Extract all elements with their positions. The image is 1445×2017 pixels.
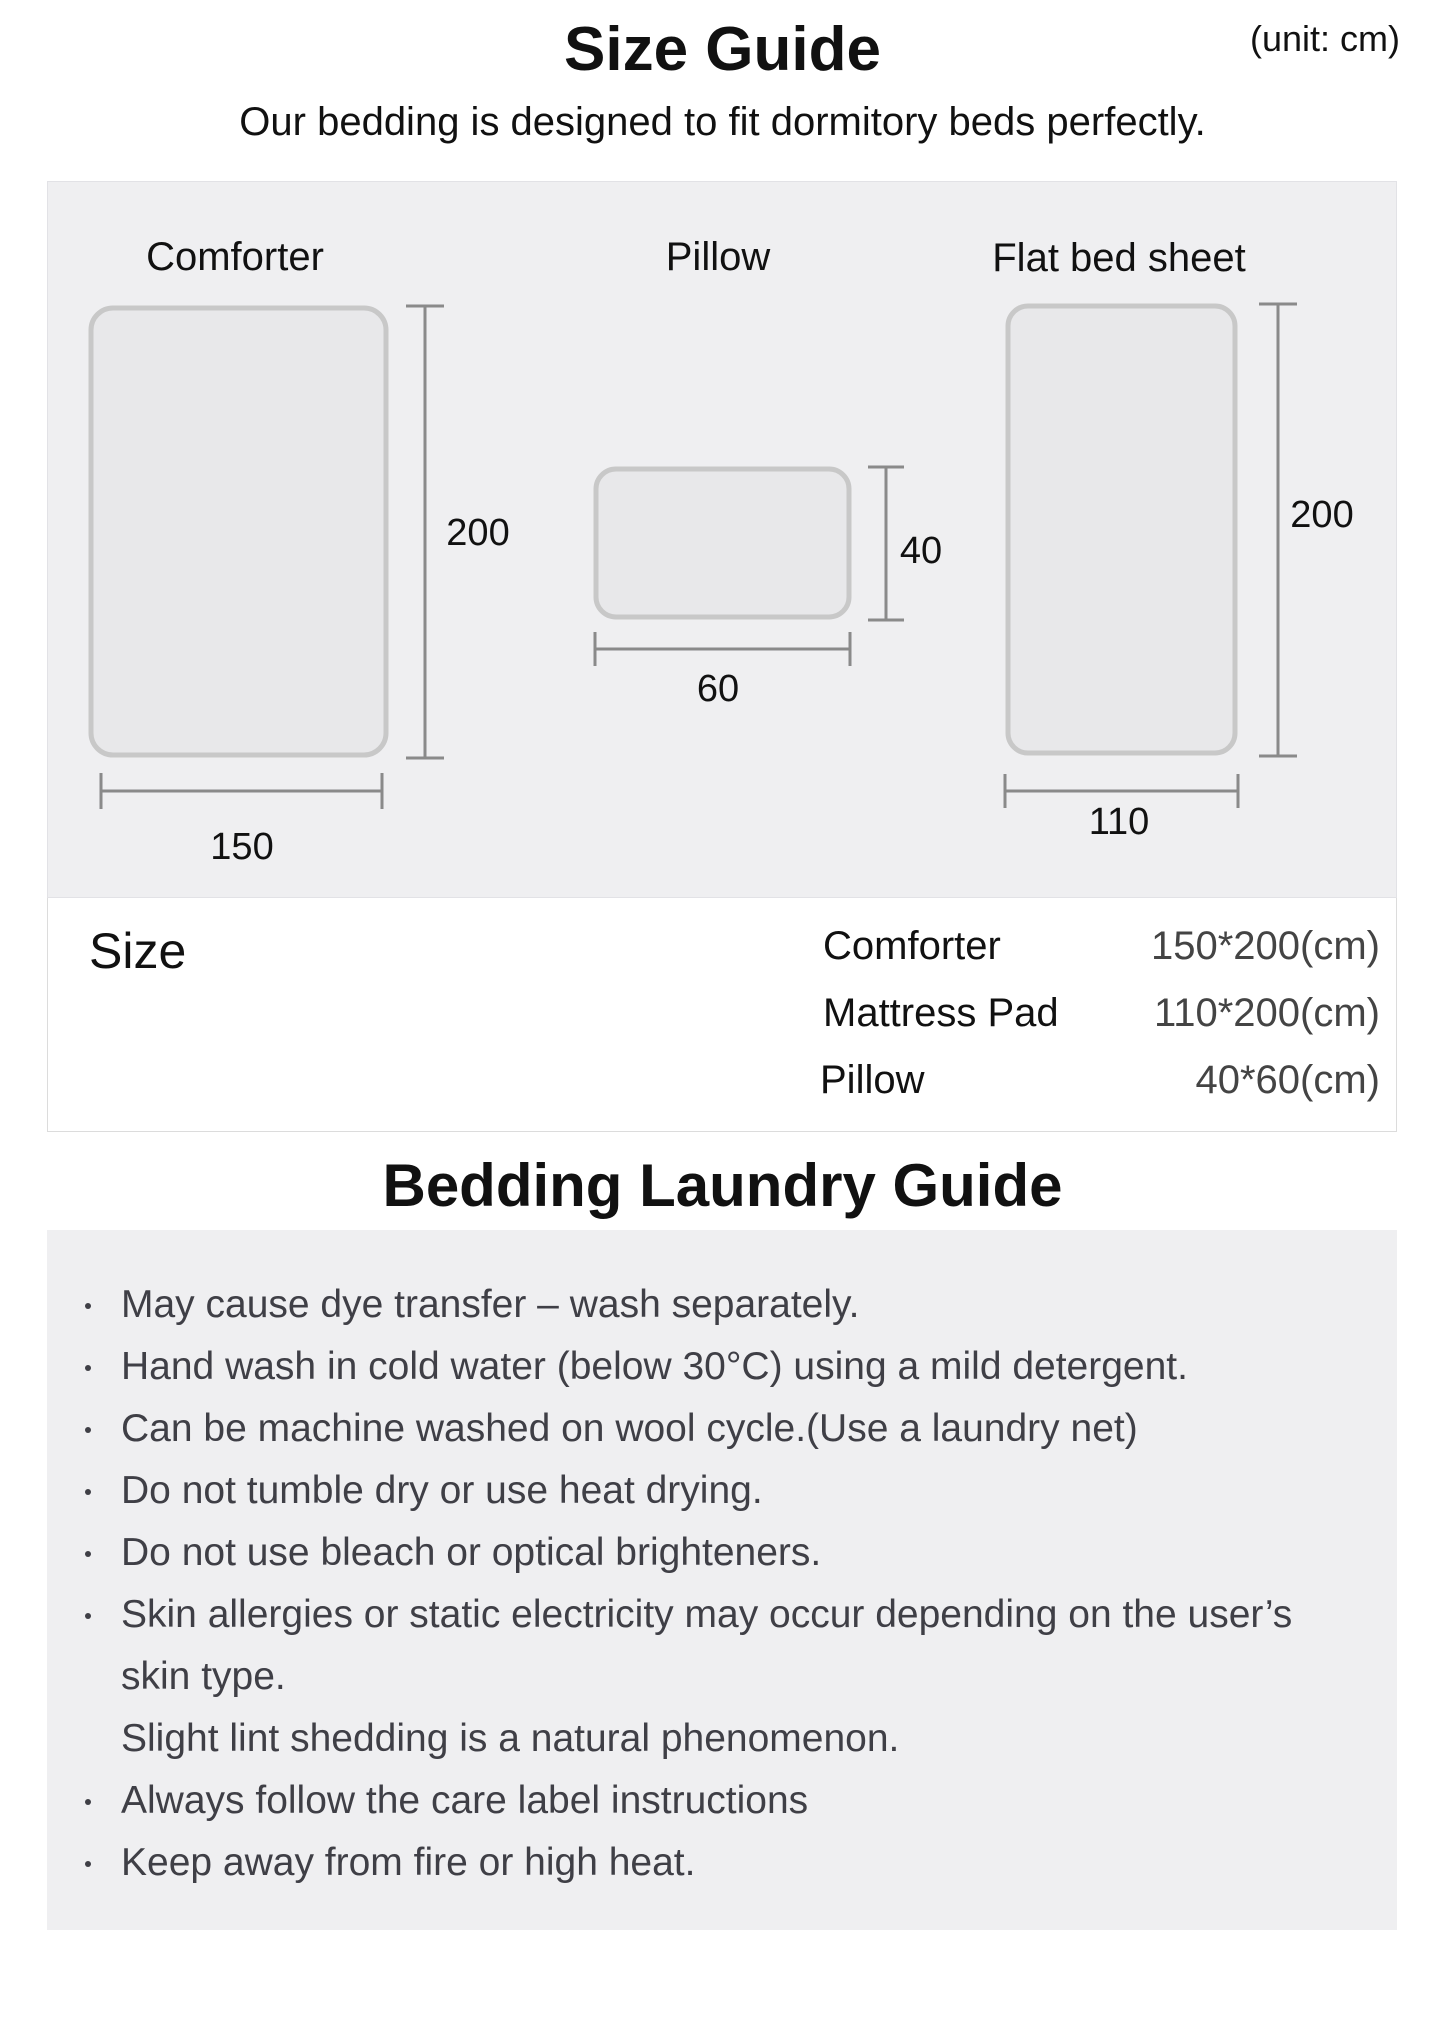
unit-label: (unit: cm): [1249, 18, 1400, 59]
size-row-mattress-pad: [48, 985, 1398, 1045]
pillow-height-dimension: [868, 467, 904, 620]
list-item-text: Keep away from fire or high heat.: [121, 1841, 696, 1884]
list-item: [47, 1770, 1397, 1832]
comforter-width-label: 150: [210, 826, 274, 868]
list-item-text: May cause dye transfer – wash separately.: [121, 1283, 860, 1326]
list-item: [47, 1274, 1397, 1336]
laundry-instructions-list: [47, 1274, 1397, 1894]
comforter-width-dimension: [101, 773, 382, 809]
list-item: [47, 1522, 1397, 1584]
list-item-text: Skin allergies or static electricity may occur depending on the user’s skin type.: [121, 1593, 1293, 1698]
list-item-text: Can be machine washed on wool cycle.(Use a laundry net): [121, 1407, 1138, 1450]
pillow-shape: [596, 469, 849, 617]
size-diagram-panel: [47, 181, 1397, 898]
comforter-shape: [91, 308, 386, 755]
comforter-height-dimension: [406, 306, 444, 758]
list-item: [47, 1398, 1397, 1460]
comforter-height-label: 200: [446, 512, 510, 554]
size-row-comforter: [48, 918, 1398, 978]
size-diagram: [48, 182, 1398, 899]
page-subtitle: Our bedding is designed to fit dormitory beds perfectly.: [239, 100, 1206, 144]
list-item: [47, 1460, 1397, 1522]
comforter-label: Comforter: [146, 235, 324, 279]
flat-bed-sheet-width-label: 110: [1088, 801, 1150, 843]
flat-bed-sheet-label: Flat bed sheet: [992, 236, 1246, 280]
page-title: Size Guide: [564, 15, 881, 84]
laundry-guide-panel: [47, 1230, 1397, 1930]
size-row-value: 110*200(cm): [1153, 991, 1380, 1035]
list-item-text: Hand wash in cold water (below 30°C) using a mild detergent.: [121, 1345, 1188, 1388]
flat-bed-sheet-shape: [1008, 306, 1235, 753]
size-row-value: 150*200(cm): [1150, 924, 1380, 968]
comforter-diagram: [91, 235, 510, 868]
size-row-name: Mattress Pad: [823, 991, 1059, 1035]
list-item: [47, 1336, 1397, 1398]
size-row-value: 40*60(cm): [1195, 1058, 1380, 1102]
pillow-width-dimension: [595, 632, 850, 666]
list-item-text: Do not use bleach or optical brighteners.: [121, 1531, 822, 1574]
flat-bed-sheet-height-label: 200: [1290, 494, 1354, 536]
list-item-note: Slight lint shedding is a natural phenomenon.: [121, 1717, 900, 1760]
list-item: [47, 1832, 1397, 1894]
list-item-text: Always follow the care label instructions: [121, 1779, 809, 1822]
laundry-guide-title: Bedding Laundry Guide: [382, 1152, 1063, 1219]
pillow-height-label: 40: [899, 530, 943, 572]
pillow-label: Pillow: [665, 235, 771, 279]
size-row-pillow: [48, 1052, 1398, 1112]
pillow-width-label: 60: [696, 668, 740, 710]
flat-bed-sheet-diagram: [992, 236, 1353, 843]
size-table-heading: Size: [89, 923, 187, 979]
pillow-diagram: [595, 235, 942, 710]
list-item-text: Do not tumble dry or use heat drying.: [121, 1469, 763, 1512]
list-item: [47, 1584, 1397, 1770]
size-row-name: Comforter: [823, 924, 1001, 968]
size-table: [47, 898, 1397, 1132]
size-row-name: Pillow: [820, 1058, 925, 1102]
